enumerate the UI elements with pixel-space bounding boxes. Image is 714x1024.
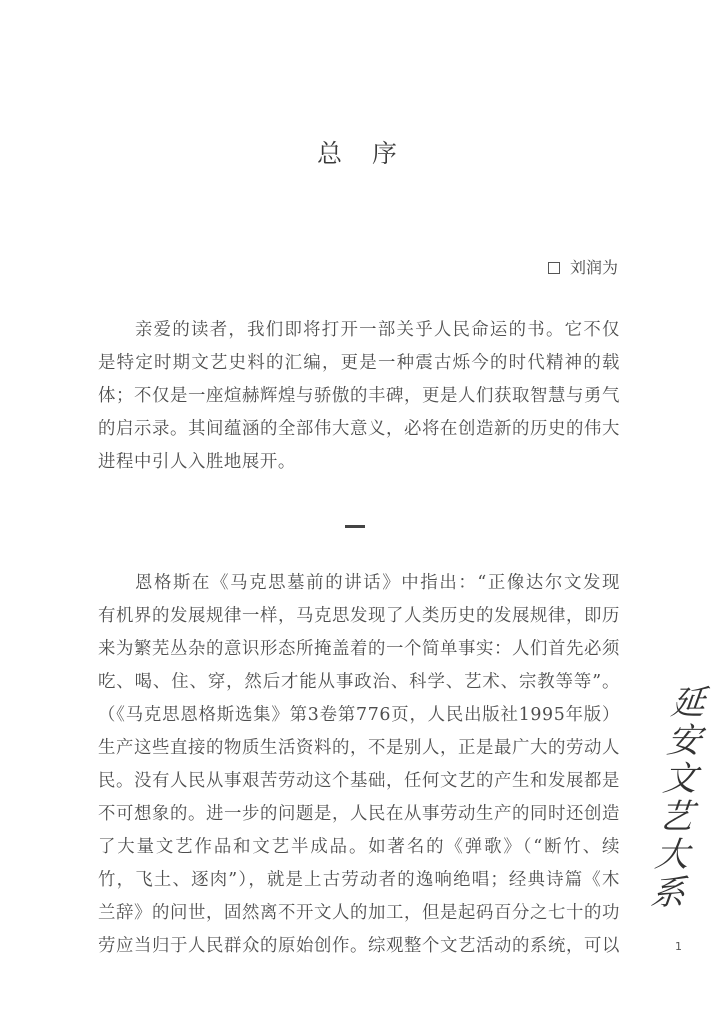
text-line: 来为繁芜丛杂的意识形态所掩盖着的一个简单事实：人们首先必须: [98, 639, 620, 659]
text-line: 亲爱的读者，我们即将打开一部关乎人民命运的书。它不仅: [135, 320, 620, 340]
page-title: 总序: [316, 139, 427, 168]
text-line: 体；不仅是一座煊赫辉煌与骄傲的丰碑，更是人们获取智慧与勇气: [98, 386, 620, 406]
calligraphy-char: 系: [648, 873, 688, 913]
text-line: 竹，飞土、逐肉”），就是上古劳动者的逸响绝唱；经典诗篇《木: [98, 870, 620, 890]
section-number-one: [345, 525, 365, 528]
calligraphy-char: 延: [668, 683, 708, 723]
square-marker-icon: [548, 262, 560, 274]
text-line: 了大量文艺作品和文艺半成品。如著名的《弹歌》（“断竹、续: [98, 837, 620, 857]
author-name: 刘润为: [569, 258, 618, 277]
text-line: 民。没有人民从事艰苦劳动这个基础，任何文艺的产生和发展都是: [98, 771, 620, 791]
page-number: 1: [675, 940, 682, 953]
text-line: 恩格斯在《马克思墓前的讲话》中指出：“正像达尔文发现: [135, 573, 620, 593]
text-line: 劳应当归于人民群众的原始创作。综观整个文艺活动的系统，可以: [98, 936, 620, 956]
text-line: 生产这些直接的物质生活资料的，不是别人，正是最广大的劳动人: [98, 738, 620, 758]
paragraph-intro: [98, 314, 620, 479]
paragraph-section-one: [98, 567, 620, 963]
calligraphy-char: 艺: [656, 797, 696, 837]
text-line: 吃、喝、住、穿，然后才能从事政治、科学、艺术、宗教等等”。: [98, 672, 620, 692]
calligraphy-char: 大: [652, 835, 692, 875]
text-line: 不可想象的。进一步的问题是，人民在从事劳动生产的同时还创造: [98, 804, 620, 824]
author-byline: [548, 256, 618, 280]
calligraphy-char: 文: [660, 759, 700, 799]
text-line: 有机界的发展规律一样，马克思发现了人类历史的发展规律，即历: [98, 606, 620, 626]
calligraphy-char: 安: [664, 721, 704, 761]
text-line: 的启示录。其间蕴涵的全部伟大意义，必将在创造新的历史的伟大: [98, 419, 620, 439]
text-line: （《马克思恩格斯选集》第3卷第776页，人民出版社1995年版）: [98, 705, 620, 725]
text-line: 是特定时期文艺史料的汇编，更是一种震古烁今的时代精神的载: [98, 353, 620, 373]
series-calligraphy-logo: [646, 684, 710, 912]
text-line: 进程中引人入胜地展开。: [98, 452, 296, 472]
text-line: 兰辞》的问世，固然离不开文人的加工，但是起码百分之七十的功: [98, 903, 620, 923]
